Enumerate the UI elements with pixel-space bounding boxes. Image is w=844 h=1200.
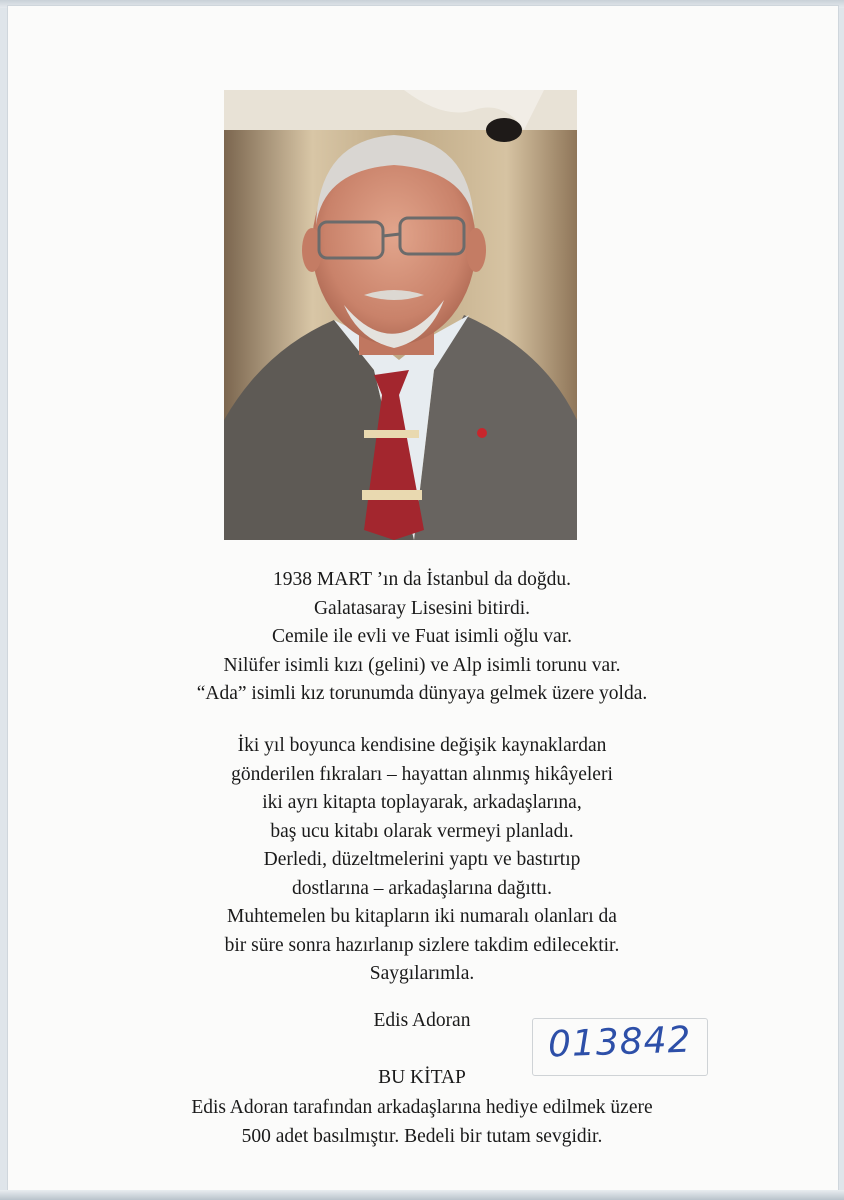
bio-line: 1938 MART ’ın da İstanbul da doğdu. xyxy=(273,569,571,590)
author-signature: Edis Adoran xyxy=(373,1010,471,1031)
book-story-paragraph xyxy=(60,732,784,989)
colophon-line: Edis Adoran tarafından arkadaşlarına hediye edilmek üzere xyxy=(191,1097,653,1118)
colophon-text xyxy=(60,1094,784,1151)
story-line: İki yıl boyunca kendisine değişik kaynaklardan xyxy=(237,735,607,756)
story-line: bir süre sonra hazırlanıp sizlere takdim edilecektir. xyxy=(224,934,620,956)
author-portrait-photo xyxy=(224,90,577,540)
bio-line: “Ada” isimli kız torunumda dünyaya gelmek üzere yolda. xyxy=(196,683,648,704)
story-line: dostlarına – arkadaşlarına dağıttı. xyxy=(292,877,552,899)
colophon-title: BU KİTAP xyxy=(378,1067,466,1088)
story-line: Saygılarımla. xyxy=(369,963,475,984)
bio-line: Cemile ile evli ve Fuat isimli oğlu var. xyxy=(271,626,573,647)
story-line: Muhtemelen bu kitapların iki numaralı olanları da xyxy=(227,906,617,927)
story-line: Derledi, düzeltmelerini yaptı ve bastırtıp xyxy=(263,849,581,870)
page-bottom-edge xyxy=(0,1190,844,1200)
story-line: iki ayrı kitapta toplayarak, arkadaşlarına, xyxy=(262,792,582,813)
bio-line: Galatasaray Lisesini bitirdi. xyxy=(313,597,531,619)
bio-line: Nilüfer isimli kızı (gelini) ve Alp isimli torunu var. xyxy=(223,654,621,676)
story-line: gönderilen fıkraları – hayattan alınmış hikâyeleri xyxy=(231,763,613,785)
colophon-line: 500 adet basılmıştır. Bedeli bir tutam sevgidir. xyxy=(241,1125,603,1147)
story-line: baş ucu kitabı olarak vermeyi planladı. xyxy=(270,820,574,842)
author-biography xyxy=(60,566,784,709)
handwritten-inventory-number: 013842 xyxy=(547,1019,693,1066)
